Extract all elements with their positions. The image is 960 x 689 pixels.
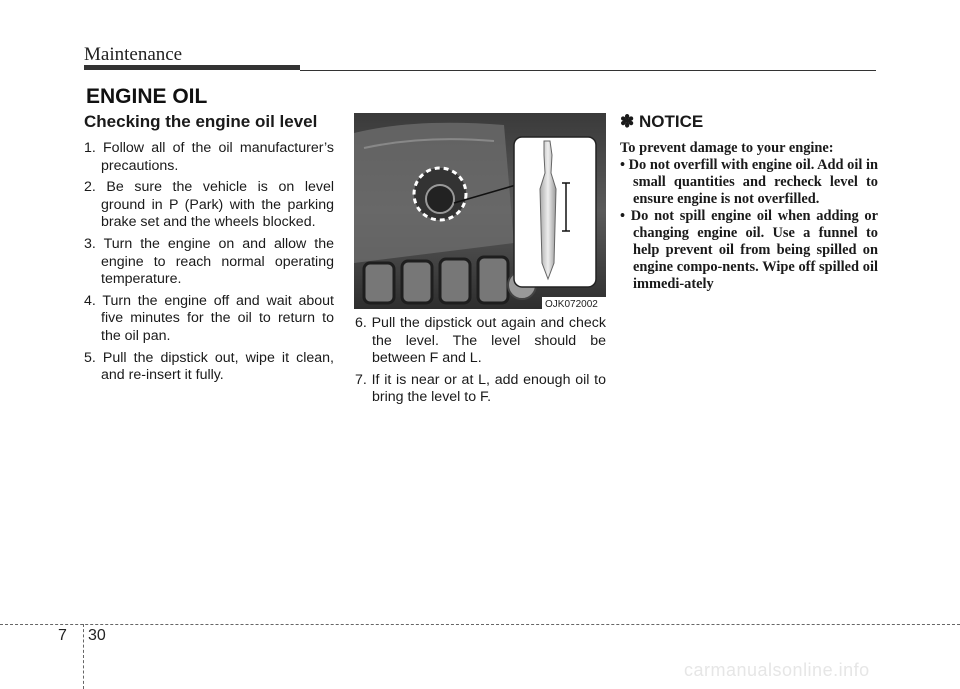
notice-intro: To prevent damage to your engine: (620, 140, 834, 156)
step-item: 4. Turn the engine off and wait about five minutes for the oil to return to the oil pan. (84, 292, 334, 344)
image-code-label: OJK072002 (545, 299, 598, 309)
column-1 (84, 112, 334, 389)
footer-divider (0, 624, 960, 625)
watermark: carmanualsonline.info (684, 660, 870, 680)
engine-photo-illustration (354, 113, 606, 309)
footer-vertical-divider (83, 624, 84, 689)
step-item: 5. Pull the dipstick out, wipe it clean, and re-insert it fully. (84, 349, 334, 384)
header-rule-thin (300, 70, 876, 71)
notice-title: ✽ NOTICE (620, 112, 704, 131)
page-number: 30 (88, 627, 106, 644)
step-item: 6. Pull the dipstick out again and check the level. The level should be between F and L. (355, 315, 606, 367)
header-section-title: Maintenance (84, 44, 183, 65)
notice-item: • Do not overfill with engine oil. Add oil in small quantities and recheck level to ensure engine is not overfilled. (620, 157, 878, 207)
notice-box (620, 112, 878, 293)
step-item: 1. Follow all of the oil manufacturer’s precautions. (84, 140, 334, 174)
section-title: ENGINE OIL (86, 85, 208, 108)
steps-list-2 (355, 315, 606, 407)
step-item: 3. Turn the engine on and allow the engine to reach normal operating temperature. (84, 235, 334, 288)
chapter-number: 7 (58, 627, 67, 644)
notice-list (620, 157, 878, 293)
step-item: 7. If it is near or at L, add enough oil to bring the level to F. (355, 371, 606, 406)
header-rule-thick (84, 65, 300, 70)
engine-dipstick-photo (354, 113, 606, 309)
step-item: 2. Be sure the vehicle is on level ground in P (Park) with the parking brake set and the wheels blocked. (84, 179, 334, 231)
subsection-title: Checking the engine oil level (84, 112, 318, 131)
notice-item: • Do not spill engine oil when adding or changing engine oil. Use a funnel to help prevent oil from being spilled on engine compo-nents. Wipe off spilled oil immedi-ately (620, 208, 878, 292)
column-2-text (355, 315, 606, 411)
steps-list-1 (84, 140, 334, 385)
